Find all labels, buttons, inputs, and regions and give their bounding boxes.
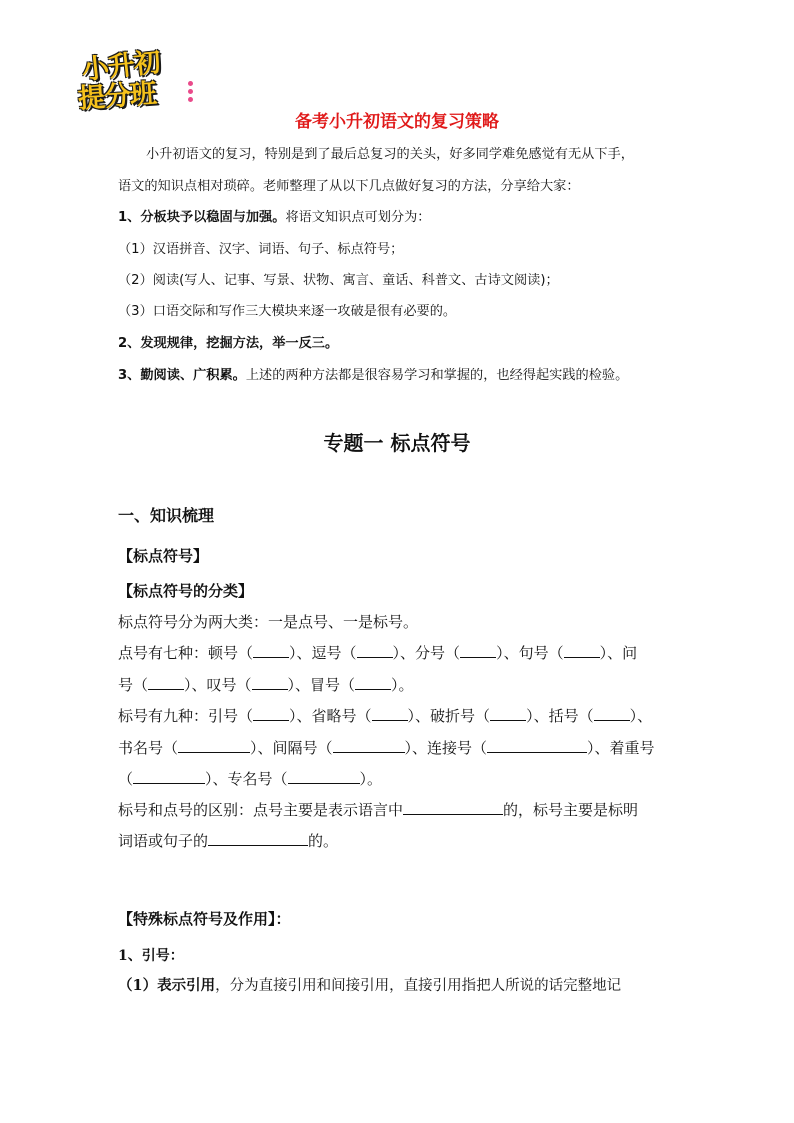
sub-item-3: （3）口语交际和写作三大模块来逐一攻破是很有必要的。 <box>118 304 457 319</box>
point-1-rest: 将语文知识点可划分为： <box>285 210 431 225</box>
biao-text: 引号（ <box>208 707 254 725</box>
special-heading: 【特殊标点符号及作用】： <box>118 910 291 928</box>
blank[interactable] <box>178 738 250 753</box>
biao-line-1 <box>118 706 652 726</box>
bracket-heading-2: 【标点符号的分类】 <box>118 582 254 600</box>
biao-text: ）、括号（ <box>526 707 594 725</box>
blank[interactable] <box>355 675 391 690</box>
biao-text: （ <box>118 770 134 788</box>
quote-sub-bold: （1）表示引用 <box>118 977 216 994</box>
diff-text: 的。 <box>308 832 339 850</box>
quote-heading: 1、引号： <box>118 948 184 964</box>
blank[interactable] <box>252 675 288 690</box>
quote-sub-rest: ，分为直接引用和间接引用，直接引用指把人所说的话完整地记 <box>215 978 622 994</box>
bracket-heading-1: 【标点符号】 <box>118 547 209 565</box>
diff-text: 的，标号主要是标明 <box>503 801 639 819</box>
blank[interactable] <box>288 769 360 784</box>
dian-text: 号（ <box>118 676 149 694</box>
point-1 <box>118 208 431 228</box>
biao-text: ）、间隔号（ <box>250 739 333 757</box>
dian-text: ）、叹号（ <box>184 676 252 694</box>
blank[interactable] <box>372 706 408 721</box>
blank[interactable] <box>148 675 184 690</box>
blank[interactable] <box>208 831 308 846</box>
body-line-1: 标点符号分为两大类：一是点号、一是标号。 <box>118 613 419 631</box>
biao-text: 书名号（ <box>118 739 179 757</box>
blank[interactable] <box>253 643 289 658</box>
blank[interactable] <box>490 706 526 721</box>
dian-line-1 <box>118 643 637 663</box>
intro-line-2: 语文的知识点相对琐碎。老师整理了从以下几点做好复习的方法，分享给大家： <box>118 179 580 194</box>
dian-text: ）、逗号（ <box>289 644 357 662</box>
sub-item-2: （2）阅读(写人、记事、写景、状物、寓言、童话、科普文、古诗文阅读)； <box>118 273 559 288</box>
page-title: 备考小升初语文的复习策略 <box>295 112 499 132</box>
biao-text: ）、省略号（ <box>289 707 372 725</box>
blank[interactable] <box>133 769 205 784</box>
diff-text: 标号和点号的区别：点号主要是表示语言中 <box>118 801 404 819</box>
biao-text: ）、着重号 <box>587 739 655 757</box>
dian-text: ）、分号（ <box>392 644 461 662</box>
logo-line-1: 小升初 <box>80 47 162 86</box>
biao-line-2 <box>118 738 655 758</box>
blank[interactable] <box>253 706 289 721</box>
sub-item-1: （1）汉语拼音、汉字、词语、句子、标点符号； <box>118 242 404 257</box>
biao-text: ）。 <box>359 770 383 788</box>
section-heading: 一、知识梳理 <box>118 506 215 525</box>
logo-line-2: 提分班 <box>76 78 157 115</box>
point-1-bold: 1、分板块予以稳固与加强。 <box>118 210 286 225</box>
blank[interactable] <box>403 800 503 815</box>
dian-text: 顿号（ <box>208 644 254 662</box>
biao-text: ）、破折号（ <box>407 707 491 725</box>
difference-line-1 <box>118 800 638 820</box>
dian-text: ）。 <box>391 676 414 694</box>
blank[interactable] <box>487 738 587 753</box>
blank[interactable] <box>594 706 630 721</box>
dian-line-2 <box>118 675 414 695</box>
topic-title: 专题一 标点符号 <box>323 431 471 455</box>
dian-text: ）、冒号（ <box>287 676 356 694</box>
point-2-bold: 2、发现规律，挖掘方法，举一反三。 <box>118 336 339 351</box>
biao-prefix: 标号有九种： <box>118 707 209 725</box>
biao-text: ）、 <box>629 707 653 725</box>
point-3 <box>118 366 628 386</box>
dian-text: ）、句号（ <box>496 644 564 662</box>
intro-line-1: 小升初语文的复习，特别是到了最后总复习的关头，好多同学难免感觉有无从下手， <box>146 147 634 162</box>
biao-text: ）、专名号（ <box>205 770 288 788</box>
diff-text: 词语或句子的 <box>118 832 209 850</box>
blank[interactable] <box>564 643 600 658</box>
biao-line-3 <box>118 769 382 789</box>
dian-prefix: 点号有七种： <box>118 644 209 662</box>
point-3-bold: 3、勤阅读、广积累。 <box>118 368 246 383</box>
quote-line-1 <box>118 976 621 996</box>
biao-text: ）、连接号（ <box>404 739 488 757</box>
logo-decoration <box>188 78 198 108</box>
blank[interactable] <box>333 738 405 753</box>
blank[interactable] <box>357 643 393 658</box>
dian-text: ）、问 <box>599 644 638 662</box>
point-2 <box>118 334 338 354</box>
blank[interactable] <box>460 643 496 658</box>
difference-line-2 <box>118 831 338 851</box>
point-3-rest: 上述的两种方法都是很容易学习和掌握的，也经得起实践的检验。 <box>245 368 629 383</box>
